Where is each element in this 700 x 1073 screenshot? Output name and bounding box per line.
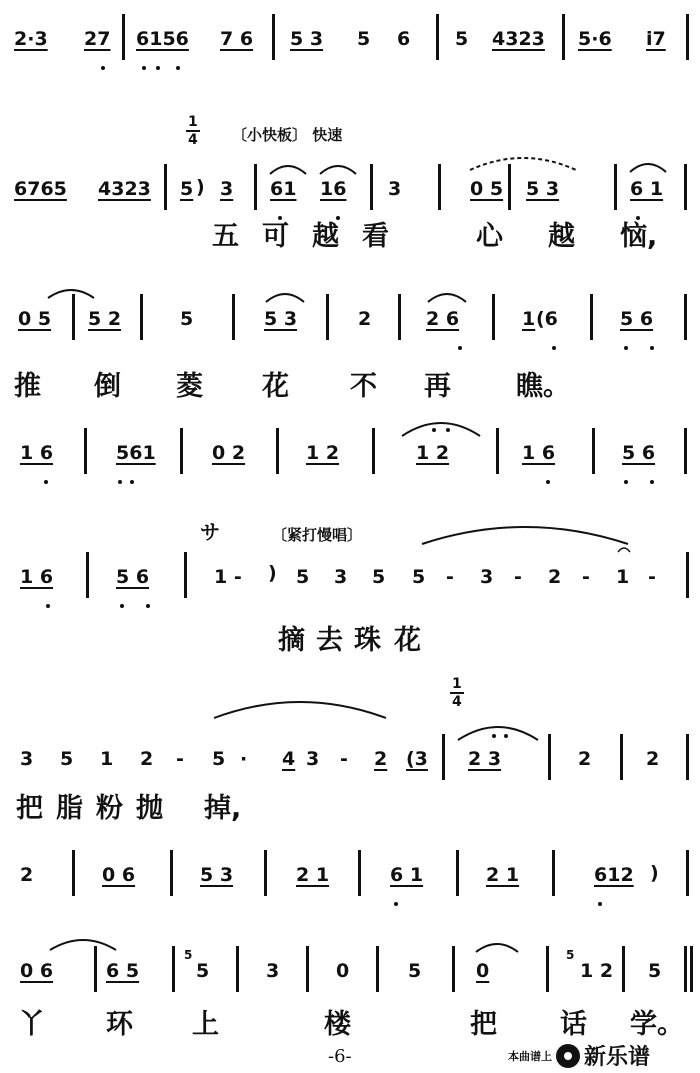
note: 6765 xyxy=(14,178,67,200)
note: 3 xyxy=(306,748,320,770)
note: 1 6 xyxy=(522,442,556,464)
barline xyxy=(622,946,625,992)
note: 3 xyxy=(20,748,34,770)
lyric: 越 xyxy=(312,221,339,252)
lyric: 环 xyxy=(106,1009,133,1040)
note: 3 xyxy=(266,960,280,982)
note: 2·3 xyxy=(14,28,48,50)
note: 0 5 xyxy=(18,308,52,330)
note: ) xyxy=(196,176,205,198)
note: 1 2 xyxy=(416,442,450,464)
note: 5 xyxy=(357,28,371,50)
barline xyxy=(254,164,257,210)
note: 1 xyxy=(100,748,114,770)
note: 6 5 xyxy=(106,960,140,982)
note: 2 xyxy=(578,748,592,770)
barline xyxy=(358,850,361,896)
barline xyxy=(72,850,75,896)
note: - xyxy=(176,748,184,770)
barline xyxy=(170,850,173,896)
note: 2 1 xyxy=(296,864,330,886)
grace-note: 5 xyxy=(184,948,193,962)
note: 5 xyxy=(196,960,210,982)
barline xyxy=(686,734,689,780)
free-meter-mark: サ xyxy=(200,520,220,544)
lyric: 楼 xyxy=(324,1009,351,1040)
note: · xyxy=(240,748,248,770)
barline xyxy=(122,14,125,60)
lyric: 学。 xyxy=(630,1009,684,1040)
barline xyxy=(164,164,167,210)
note: 3 xyxy=(334,566,348,588)
note: 5 6 xyxy=(116,566,150,588)
note: 1 xyxy=(616,566,630,588)
score-line-7 xyxy=(0,840,700,910)
barline xyxy=(684,946,687,992)
score-line-5 xyxy=(0,510,700,660)
note: 2 xyxy=(20,864,34,886)
tempo-fraction: $\frac{1}{4}$ xyxy=(452,676,462,710)
lyric: 再 xyxy=(424,371,451,402)
note: 2 3 xyxy=(468,748,502,770)
barline xyxy=(376,946,379,992)
barline xyxy=(684,164,687,210)
note: 2 xyxy=(358,308,372,330)
note: 0 xyxy=(336,960,350,982)
note: ) xyxy=(268,562,277,584)
note: 561 xyxy=(116,442,156,464)
note: - xyxy=(514,566,522,588)
page-number: -6- xyxy=(328,1046,352,1067)
barline xyxy=(272,14,275,60)
note: - xyxy=(446,566,454,588)
barline xyxy=(592,428,595,474)
barline xyxy=(562,14,565,60)
lyric: 掉, xyxy=(204,793,242,824)
brand-prefix: 本曲谱上 xyxy=(508,1049,552,1063)
note: 2 6 xyxy=(426,308,460,330)
note: 5 3 xyxy=(526,178,560,200)
lyric: 珠 xyxy=(354,625,381,656)
barline xyxy=(184,552,187,598)
section-label: 〔小快板〕 快速 xyxy=(232,126,343,144)
barline xyxy=(590,294,593,340)
note: 27 xyxy=(84,28,111,50)
music-note-icon xyxy=(556,1044,580,1068)
lyric: 把 xyxy=(16,793,43,824)
note: 0 6 xyxy=(102,864,136,886)
note: 5·6 xyxy=(578,28,612,50)
barline xyxy=(496,428,499,474)
score-line-3 xyxy=(0,280,700,400)
note: 0 5 xyxy=(470,178,504,200)
lyric: 菱 xyxy=(176,371,203,402)
lyric: 花 xyxy=(262,371,289,402)
note: 6 xyxy=(397,28,411,50)
barline xyxy=(686,14,689,60)
note: - xyxy=(582,566,590,588)
note: 2 xyxy=(140,748,154,770)
note: 4323 xyxy=(98,178,151,200)
note: 61 xyxy=(270,178,297,200)
note: 5 xyxy=(296,566,310,588)
barline xyxy=(442,734,445,780)
barline xyxy=(552,850,555,896)
barline xyxy=(264,850,267,896)
lyric: 摘 xyxy=(278,625,305,656)
lyric: 恼, xyxy=(620,221,658,252)
barline xyxy=(548,734,551,780)
note: 5 6 xyxy=(620,308,654,330)
note: ) xyxy=(650,862,659,884)
score-line-8 xyxy=(0,930,700,1040)
note: 2 xyxy=(548,566,562,588)
note: 2 1 xyxy=(486,864,520,886)
tempo-fraction: $\frac{1}{4}$ xyxy=(188,114,198,148)
barline xyxy=(180,428,183,474)
note: 612 xyxy=(594,864,634,886)
barline xyxy=(684,428,687,474)
barline xyxy=(86,552,89,598)
lyric: 不 xyxy=(350,371,377,402)
lyric: 粉 xyxy=(96,793,123,824)
barline xyxy=(690,946,693,992)
note: 4 xyxy=(282,748,296,770)
note: 1 6 xyxy=(20,566,54,588)
note: (6 xyxy=(536,308,558,330)
score-line-1 xyxy=(0,0,700,90)
score-line-6 xyxy=(0,672,700,822)
lyric: 上 xyxy=(192,1009,219,1040)
note: 1 6 xyxy=(20,442,54,464)
note: 2 xyxy=(374,748,388,770)
note: 3 xyxy=(220,178,234,200)
note: 0 6 xyxy=(20,960,54,982)
barline xyxy=(436,14,439,60)
note: 6 1 xyxy=(630,178,664,200)
lyric: 抛 xyxy=(136,793,163,824)
note: 5 xyxy=(412,566,426,588)
note: - xyxy=(340,748,348,770)
note: 1 xyxy=(522,308,536,330)
barline xyxy=(172,946,175,992)
note: 1 - xyxy=(214,566,242,588)
barline xyxy=(398,294,401,340)
note: 5 3 xyxy=(200,864,234,886)
barline xyxy=(620,734,623,780)
note: 3 xyxy=(388,178,402,200)
barline xyxy=(94,946,97,992)
lyric: 看 xyxy=(362,221,389,252)
note: 6156 xyxy=(136,28,189,50)
score-line-4 xyxy=(0,410,700,500)
note: 1 2 xyxy=(306,442,340,464)
barline xyxy=(686,850,689,896)
barline xyxy=(372,428,375,474)
note: 5 xyxy=(60,748,74,770)
note: 5 xyxy=(648,960,662,982)
lyric: 丫 xyxy=(18,1009,45,1040)
barline xyxy=(456,850,459,896)
barline xyxy=(686,552,689,598)
note: 5 3 xyxy=(264,308,298,330)
note: - xyxy=(648,566,656,588)
barline xyxy=(438,164,441,210)
lyric: 倒 xyxy=(94,371,121,402)
barline xyxy=(140,294,143,340)
lyric: 脂 xyxy=(56,793,83,824)
lyric: 心 xyxy=(476,221,503,252)
note: 5 6 xyxy=(622,442,656,464)
lyric: 花 xyxy=(394,625,421,656)
barline xyxy=(546,946,549,992)
barline xyxy=(72,294,75,340)
note: 5 xyxy=(212,748,226,770)
barline xyxy=(684,294,687,340)
barline xyxy=(236,946,239,992)
note: 3 xyxy=(480,566,494,588)
note: 5 xyxy=(455,28,469,50)
note: 5 xyxy=(180,308,194,330)
barline xyxy=(452,946,455,992)
note: 5 xyxy=(372,566,386,588)
lyric: 话 xyxy=(560,1009,587,1040)
note: 5 xyxy=(180,178,194,200)
brand-name: 新乐谱 xyxy=(584,1045,651,1070)
barline xyxy=(614,164,617,210)
lyric: 越 xyxy=(548,221,575,252)
barline xyxy=(326,294,329,340)
note: (3 xyxy=(406,748,428,770)
barline xyxy=(370,164,373,210)
note: 1 2 xyxy=(580,960,614,982)
note: 0 2 xyxy=(212,442,246,464)
barline xyxy=(276,428,279,474)
section-label: 〔紧打慢唱〕 xyxy=(272,526,363,544)
note: 2 xyxy=(646,748,660,770)
barline xyxy=(84,428,87,474)
lyric: 去 xyxy=(316,625,343,656)
lyric: 可 xyxy=(262,221,289,252)
lyric: 五 xyxy=(212,221,239,252)
note: 5 xyxy=(408,960,422,982)
barline xyxy=(232,294,235,340)
lyric: 瞧。 xyxy=(516,371,570,402)
lyric: 推 xyxy=(14,371,41,402)
score-line-2 xyxy=(0,110,700,260)
barline xyxy=(306,946,309,992)
brand-watermark xyxy=(508,1040,650,1071)
note: 4323 xyxy=(492,28,545,50)
lyric: 把 xyxy=(470,1009,497,1040)
barline xyxy=(492,294,495,340)
note: 5 2 xyxy=(88,308,122,330)
note: 6 1 xyxy=(390,864,424,886)
note: 5 3 xyxy=(290,28,324,50)
grace-note: 5 xyxy=(566,948,575,962)
note: 0 xyxy=(476,960,490,982)
note: i7 xyxy=(646,28,666,50)
note: 16 xyxy=(320,178,347,200)
note: 7 6 xyxy=(220,28,254,50)
